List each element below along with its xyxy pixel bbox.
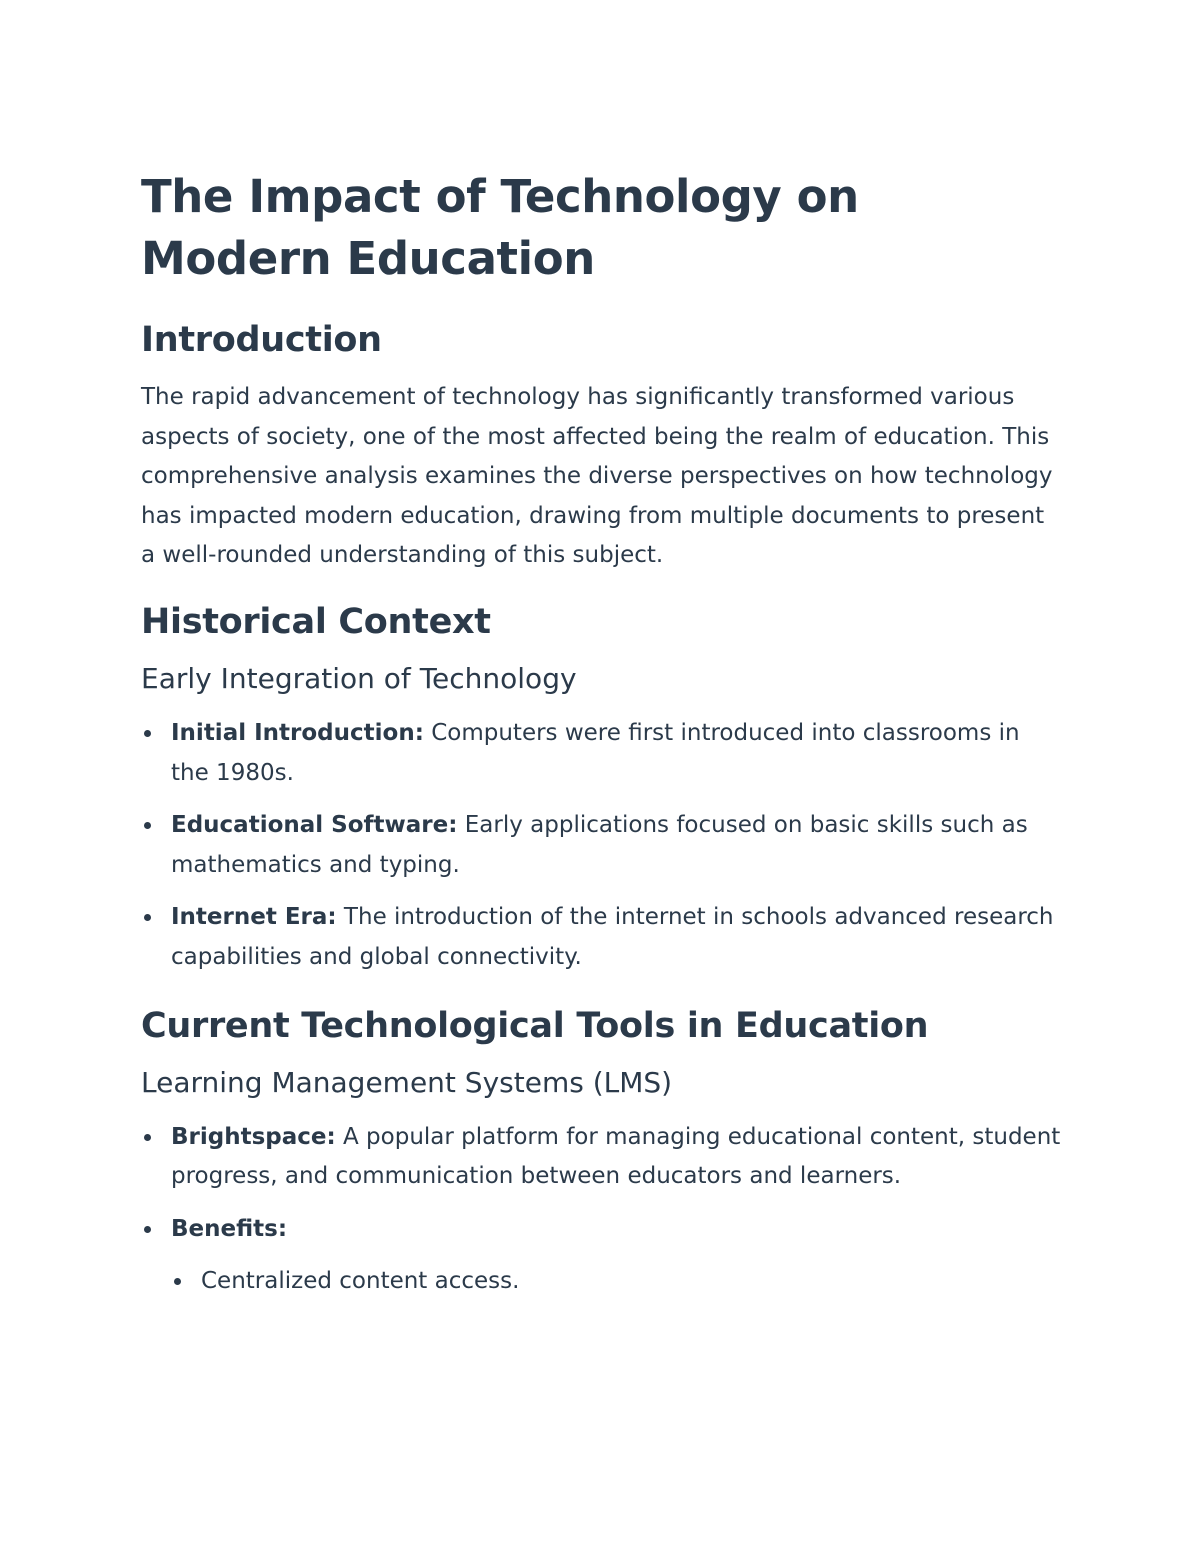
subheading-lms: Learning Management Systems (LMS) [141,1065,673,1099]
list-item-term: Educational Software: [171,812,458,839]
section-heading-introduction: Introduction [141,320,382,360]
list-item-term: Brightspace: [171,1123,336,1150]
section-heading-historical-context: Historical Context [141,601,491,642]
list-item-term: Benefits: [171,1215,288,1242]
list-item [141,714,1061,793]
document-page [141,166,1061,1328]
historical-context-list [141,714,1061,978]
section-heading-current-tools: Current Technological Tools in Education [141,1005,929,1046]
document-title: The Impact of Technology on Modern Education [141,170,859,285]
subheading-early-integration: Early Integration of Technology [141,661,577,695]
current-tools-list [141,1118,1061,1302]
list-item [141,1118,1061,1197]
list-item-text: The introduction of the internet in schools advanced research capabilities and global connectivity. [171,904,1054,970]
introduction-paragraph: The rapid advancement of technology has significantly transformed various aspects of society, one of the most affected being the realm of education. This comprehensive analysis examines the diverse perspectives on how technology has impacted modern education, drawing from multiple documents to present a well-rounded understanding of this subject. [141,384,1053,569]
list-item [141,1210,1061,1250]
list-item-text: Computers were first introduced into classrooms in the 1980s. [171,719,1020,786]
list-item [141,806,1061,885]
list-item-text: Early applications focused on basic skills such as mathematics and typing. [171,812,1028,878]
list-item-term: Internet Era: [171,904,337,931]
list-item-term: Initial Introduction: [171,719,424,746]
list-item-text: A popular platform for managing educational content, student progress, and communication between educators and learners. [171,1123,1061,1190]
list-item [141,898,1061,977]
sub-list-item: Centralized content access. [171,1262,1061,1302]
